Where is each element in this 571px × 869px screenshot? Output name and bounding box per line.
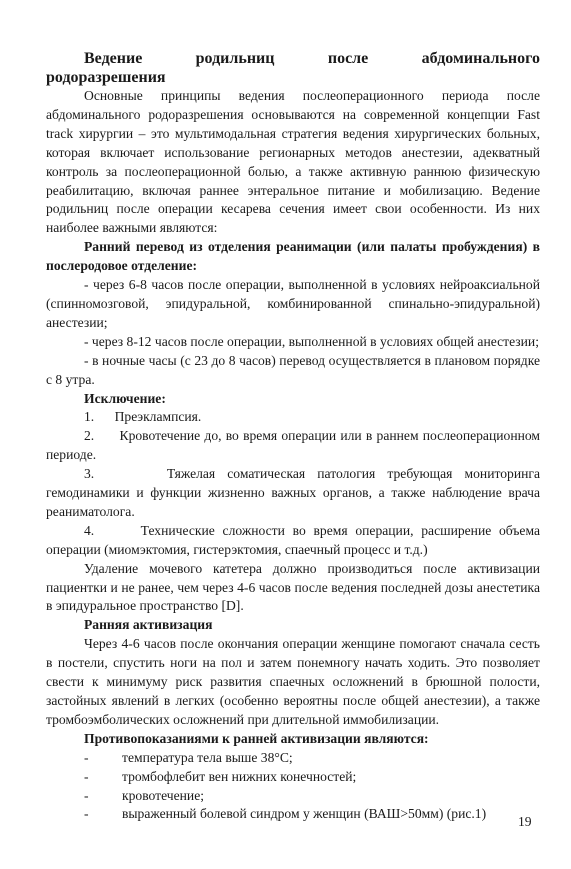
contraindication-item	[46, 787, 540, 806]
contraindications-heading: Противопоказаниями к ранней активизации являются:	[84, 730, 429, 746]
intro-paragraph: Основные принципы ведения послеоперационного периода после абдоминального родоразрешения основываются на современной концепции Fast track хирургии – это мультимодальная стратегия ведения хирургических больных, которая включает использование регионарных методов анестезии, адекватный контроль за послеоперационной болью, а также активную раннюю физическую реабилитацию, включая раннее энтеральное питание и мобилизацию. Ведение родильниц после операции кесарева сечения имеет свои особенности. Из них наиболее важными являются:	[46, 88, 540, 236]
dash-bullet: -	[84, 749, 89, 765]
contraindication-item	[46, 805, 540, 824]
exception-heading: Исключение:	[84, 390, 166, 406]
exception-number: 1.	[84, 409, 95, 425]
exception-text: Кровотечение до, во время операции или в раннем послеоперационном периоде.	[46, 428, 541, 463]
section-title-continued: родоразрешения	[46, 68, 166, 86]
dash-bullet: -	[84, 806, 89, 822]
transfer-item: - через 6-8 часов после операции, выполненной в условиях нейроаксиальной (спинномозговой, эпидуральной, комбинированной спинально-эпидуральной) анестезии;	[46, 277, 540, 330]
exception-text: Технические сложности во время операции, расширение объема операции (миомэктомия, гистерэктомия, спаечный процесс и т.д.)	[46, 522, 540, 557]
exception-item	[46, 427, 540, 465]
contraindication-text: температура тела выше 38°С;	[122, 749, 293, 765]
exception-number: 2.	[84, 428, 95, 444]
exception-item	[46, 408, 540, 427]
exception-item	[46, 465, 540, 522]
exception-text: Преэклампсия.	[114, 409, 202, 425]
transfer-item: - через 8-12 часов после операции, выполненной в условиях общей анестезии;	[84, 333, 539, 349]
exception-item	[46, 522, 540, 560]
transfer-item: - в ночные часы (с 23 до 8 часов) перевод осуществляется в плановом порядке с 8 утра.	[46, 352, 540, 387]
contraindication-text: тромбофлебит вен нижних конечностей;	[122, 768, 357, 784]
contraindication-item	[46, 768, 540, 787]
contraindication-item	[46, 749, 540, 768]
exception-number: 4.	[84, 522, 95, 538]
dash-bullet: -	[84, 768, 89, 784]
catheter-paragraph: Удаление мочевого катетера должно производиться после активизации пациентки и не ранее, чем через 4-6 часов после ведения последней дозы анестетика в эпидуральное пространство [D].	[46, 560, 540, 614]
exception-number: 3.	[84, 466, 95, 482]
exception-text: Тяжелая соматическая патология требующая мониторинга гемодинамики и функции жизненно важных органов, а также наблюдение врача реаниматолога.	[46, 466, 540, 519]
dash-bullet: -	[84, 787, 89, 803]
activation-heading: Ранняя активизация	[84, 617, 213, 633]
contraindication-text: кровотечение;	[122, 787, 205, 803]
page-content	[46, 50, 540, 824]
transfer-heading: Ранний перевод из отделения реанимации (или палаты пробуждения) в послеродовое отделение:	[46, 239, 540, 274]
section-title: Ведение родильниц после абдоминального	[84, 50, 540, 67]
contraindication-text: выраженный болевой синдром у женщин (ВАШ>50мм) (рис.1)	[122, 806, 487, 822]
activation-paragraph: Через 4-6 часов после окончания операции женщине помогают сначала сесть в постели, спустить ноги на пол и затем понемногу начать ходить. Это позволяет свести к минимуму риск развития спаечных осложнений в брюшной полости, застойных явлений в легких (особенно вероятны после общей анестезии), а также тромбоэмболических осложнений при длительной иммобилизации.	[46, 636, 540, 727]
page-number: 19	[518, 814, 532, 829]
